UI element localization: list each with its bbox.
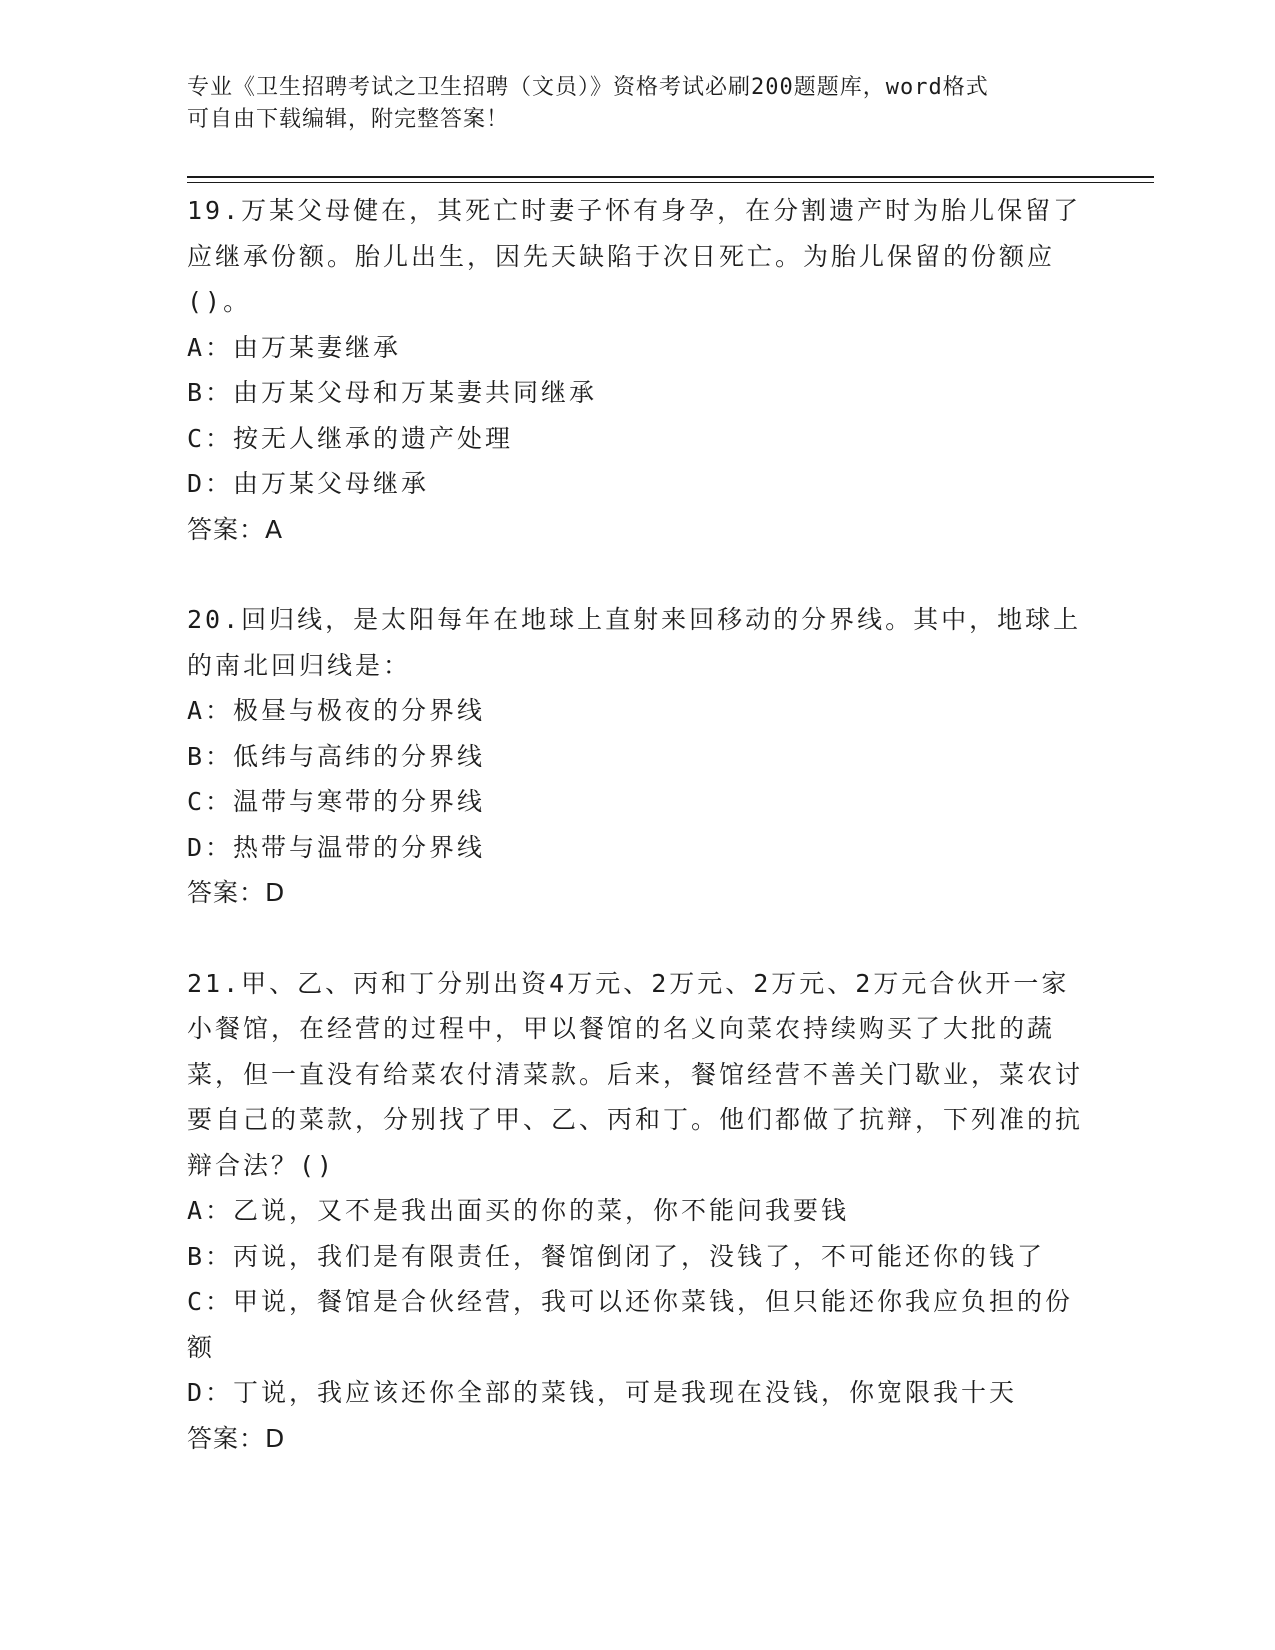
option-c: C：按无人继承的遗产处理	[187, 423, 514, 453]
option-d: D：热带与温带的分界线	[187, 832, 486, 862]
option-d: D：由万某父母继承	[187, 469, 430, 498]
option-a: A：极昼与极夜的分界线	[187, 696, 486, 725]
spacer	[187, 552, 1087, 597]
option-a: A：乙说，又不是我出面买的你的菜，你不能问我要钱	[187, 1196, 850, 1225]
header-divider-thin	[187, 182, 1154, 183]
option-a: A：由万某妻继承	[187, 332, 402, 362]
option-b: B：低纬与高纬的分界线	[187, 741, 486, 771]
answer-label: 答案：D	[187, 878, 286, 907]
option-b: B：丙说，我们是有限责任，餐馆倒闭了，没钱了，不可能还你的钱了	[187, 1241, 1046, 1271]
document-header	[187, 72, 1087, 136]
question-text: 21.甲、乙、丙和丁分别出资4万元、2万元、2万元、2万元合伙开一家小餐馆，在经营的过程中，甲以餐馆的名义向菜农持续购买了大批的蔬菜，但一直没有给菜农付清菜款。后来，餐馆经营不善关门歇业，菜农讨要自己的菜款，分别找了甲、乙、丙和丁。他们都做了抗辩，下列准的抗辩合法？()	[187, 968, 1084, 1180]
spacer	[187, 916, 1087, 961]
option-b: B：由万某父母和万某妻共同继承	[187, 378, 598, 407]
question-21	[187, 961, 1087, 1462]
question-list	[187, 188, 1087, 1461]
option-c: C：甲说，餐馆是合伙经营，我可以还你菜钱，但只能还你我应负担的份额	[187, 1287, 1074, 1362]
option-c: C：温带与寒带的分界线	[187, 787, 486, 816]
header-line-1: 专业《卫生招聘考试之卫生招聘（文员）》资格考试必刷200题题库，word格式	[187, 75, 989, 100]
question-19	[187, 188, 1087, 552]
question-text: 20.回归线，是太阳每年在地球上直射来回移动的分界线。其中，地球上的南北回归线是：	[187, 605, 1082, 680]
question-text: 19.万某父母健在，其死亡时妻子怀有身孕，在分割遗产时为胎儿保留了应继承份额。胎儿出生，因先天缺陷于次日死亡。为胎儿保留的份额应()。	[187, 196, 1082, 316]
header-divider-thick	[187, 176, 1154, 178]
answer-label: 答案：A	[187, 514, 284, 544]
option-d: D：丁说，我应该还你全部的菜钱，可是我现在没钱，你宽限我十天	[187, 1378, 1018, 1407]
question-20	[187, 597, 1087, 916]
header-line-2: 可自由下载编辑，附完整答案！	[187, 107, 510, 132]
answer-label: 答案：D	[187, 1423, 286, 1453]
